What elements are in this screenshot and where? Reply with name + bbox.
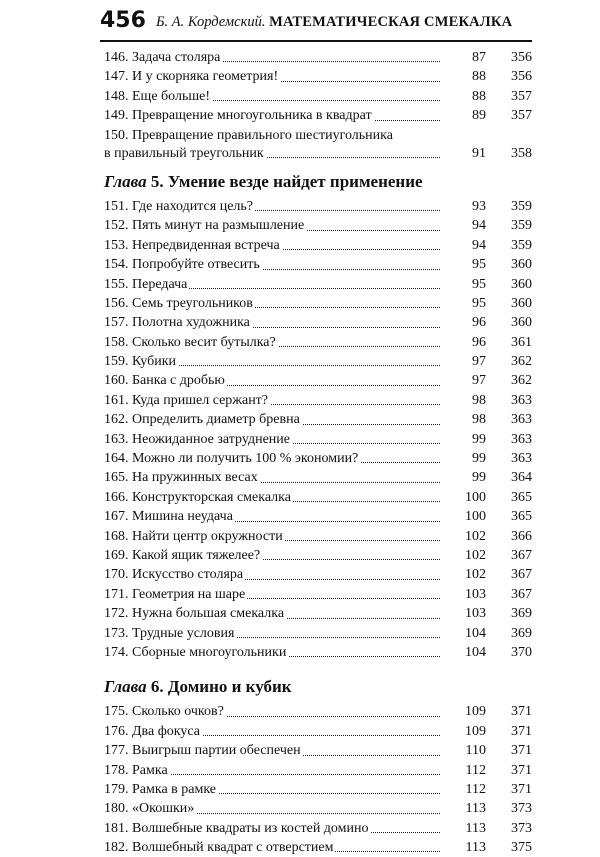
answer-page-ref: 367 bbox=[511, 586, 532, 602]
page-ref: 109 bbox=[442, 722, 486, 741]
answer-page-ref: 363 bbox=[511, 412, 532, 428]
page-ref: 99 bbox=[442, 430, 486, 449]
answer-page-ref: 357 bbox=[511, 108, 532, 124]
toc-entry bbox=[104, 87, 532, 106]
toc-entry-title: 173. Трудные условия bbox=[104, 624, 236, 643]
answer-page-ref: 371 bbox=[511, 743, 532, 759]
toc-entry-title: 176. Два фокуса bbox=[104, 722, 202, 741]
toc-entry-title: 156. Семь треугольников bbox=[104, 294, 255, 313]
page-ref: 94 bbox=[442, 216, 486, 235]
answer-page-ref: 373 bbox=[511, 820, 532, 836]
answer-page-ref: 365 bbox=[511, 489, 532, 505]
toc-entry-title: 170. Искусство столяра bbox=[104, 565, 245, 584]
answer-page-ref: 361 bbox=[511, 334, 532, 350]
page-ref: 103 bbox=[442, 585, 486, 604]
toc-entry bbox=[104, 838, 532, 857]
page-ref: 113 bbox=[442, 838, 486, 857]
page-ref: 96 bbox=[442, 333, 486, 352]
page-ref: 94 bbox=[442, 236, 486, 255]
page-ref: 102 bbox=[442, 546, 486, 565]
page-ref: 113 bbox=[442, 799, 486, 818]
toc-entry-title: 166. Конструкторская смекалка bbox=[104, 488, 293, 507]
answer-page-ref: 375 bbox=[511, 840, 532, 856]
page-ref: 91 bbox=[442, 144, 486, 163]
answer-page-ref: 360 bbox=[511, 257, 532, 273]
toc-entry-title: 172. Нужна большая смекалка bbox=[104, 604, 286, 623]
page-ref: 112 bbox=[442, 780, 486, 799]
toc-entry-title: 147. И у скорняка геометрия! bbox=[104, 67, 280, 86]
toc-entry-title: 157. Полотна художника bbox=[104, 313, 252, 332]
page-ref: 87 bbox=[442, 48, 486, 67]
toc-entry-title: 155. Передача bbox=[104, 275, 189, 294]
answer-page-ref: 360 bbox=[511, 295, 532, 311]
toc-block-chapter4 bbox=[104, 48, 532, 126]
toc-entry-title: 178. Рамка bbox=[104, 761, 170, 780]
page-ref: 102 bbox=[442, 527, 486, 546]
author-name: Б. А. Кордемский. bbox=[156, 14, 266, 30]
answer-page-ref: 356 bbox=[511, 69, 532, 85]
answer-page-ref: 369 bbox=[511, 625, 532, 641]
toc-entry bbox=[104, 761, 532, 780]
toc-entry bbox=[104, 741, 532, 760]
toc-entry bbox=[104, 410, 532, 429]
toc-entry-title: 152. Пять минут на размышление bbox=[104, 216, 306, 235]
page-ref: 98 bbox=[442, 410, 486, 429]
toc-entry-title: 151. Где находится цель? bbox=[104, 197, 255, 216]
toc-block-chapter6 bbox=[104, 702, 532, 857]
toc-entry bbox=[104, 702, 532, 721]
page-ref: 104 bbox=[442, 643, 486, 662]
answer-page-ref: 362 bbox=[511, 373, 532, 389]
page-ref: 100 bbox=[442, 507, 486, 526]
page-ref: 98 bbox=[442, 391, 486, 410]
toc-entry bbox=[104, 488, 532, 507]
toc-entry bbox=[104, 197, 532, 216]
answer-page-ref: 371 bbox=[511, 762, 532, 778]
answer-page-ref: 367 bbox=[511, 547, 532, 563]
page-ref: 97 bbox=[442, 371, 486, 390]
toc-entry-title: 154. Попробуйте отвесить bbox=[104, 255, 262, 274]
page-ref: 104 bbox=[442, 624, 486, 643]
chapter-6-heading: Глава 6. Домино и кубик bbox=[104, 677, 292, 697]
toc-entry-title: 168. Найти центр окружности bbox=[104, 527, 285, 546]
toc-entry bbox=[104, 449, 532, 468]
toc-entry bbox=[104, 624, 532, 643]
toc-entry-title: 179. Рамка в рамке bbox=[104, 780, 218, 799]
answer-page-ref: 363 bbox=[511, 431, 532, 447]
toc-entry bbox=[104, 604, 532, 623]
page-ref: 99 bbox=[442, 468, 486, 487]
toc-entry bbox=[104, 371, 532, 390]
page-ref: 112 bbox=[442, 761, 486, 780]
answer-page-ref: 359 bbox=[511, 198, 532, 214]
page-ref: 113 bbox=[442, 819, 486, 838]
answer-page-ref: 366 bbox=[511, 528, 532, 544]
answer-page-ref: 360 bbox=[511, 276, 532, 292]
page-ref: 88 bbox=[442, 67, 486, 86]
answer-page-ref: 359 bbox=[511, 237, 532, 253]
page-ref: 103 bbox=[442, 604, 486, 623]
answer-page-ref: 359 bbox=[511, 218, 532, 234]
answer-page-ref: 369 bbox=[511, 606, 532, 622]
table-of-contents bbox=[104, 48, 532, 857]
page-ref: 93 bbox=[442, 197, 486, 216]
toc-entry bbox=[104, 67, 532, 86]
answer-page-ref: 373 bbox=[511, 801, 532, 817]
page-ref: 100 bbox=[442, 488, 486, 507]
page-ref: 99 bbox=[442, 449, 486, 468]
toc-entry bbox=[104, 106, 532, 125]
toc-block-chapter5 bbox=[104, 197, 532, 662]
toc-entry-title: 177. Выигрыш партии обеспечен bbox=[104, 741, 303, 760]
page-ref: 102 bbox=[442, 565, 486, 584]
page-ref: 110 bbox=[442, 741, 486, 760]
page-ref: 97 bbox=[442, 352, 486, 371]
page-number: 456 bbox=[100, 8, 146, 33]
toc-entry-title: 148. Еще больше! bbox=[104, 87, 212, 106]
toc-entry bbox=[104, 819, 532, 838]
toc-entry-title: 153. Непредвиденная встреча bbox=[104, 236, 282, 255]
toc-entry-title: 146. Задача столяра bbox=[104, 48, 222, 67]
page-ref: 89 bbox=[442, 106, 486, 125]
toc-entry-title: 169. Какой ящик тяжелее? bbox=[104, 546, 262, 565]
toc-entry bbox=[104, 468, 532, 487]
answer-page-ref: 371 bbox=[511, 781, 532, 797]
answer-page-ref: 364 bbox=[511, 470, 532, 486]
toc-entry-title: 174. Сборные многоугольники bbox=[104, 643, 288, 662]
toc-entry-150-line1: 150. Превращение правильного шестиугольника bbox=[104, 126, 532, 144]
toc-entry bbox=[104, 275, 532, 294]
answer-page-ref: 360 bbox=[511, 315, 532, 331]
running-head bbox=[156, 14, 512, 31]
toc-entry-title: 160. Банка с дробью bbox=[104, 371, 227, 390]
toc-entry bbox=[104, 565, 532, 584]
toc-entry bbox=[104, 333, 532, 352]
toc-entry-title: 182. Волшебный квадрат с отверстием bbox=[104, 838, 335, 857]
toc-entry-title: 162. Определить диаметр бревна bbox=[104, 410, 302, 429]
toc-entry bbox=[104, 352, 532, 371]
answer-page-ref: 356 bbox=[511, 50, 532, 65]
toc-entry bbox=[104, 391, 532, 410]
toc-entry bbox=[104, 643, 532, 662]
toc-entry-title: 167. Мишина неудача bbox=[104, 507, 235, 526]
page-header bbox=[100, 10, 532, 42]
answer-page-ref: 362 bbox=[511, 354, 532, 370]
toc-entry bbox=[104, 722, 532, 741]
toc-entry bbox=[104, 294, 532, 313]
toc-entry bbox=[104, 799, 532, 818]
toc-entry bbox=[104, 48, 532, 67]
answer-page-ref: 358 bbox=[511, 145, 532, 161]
toc-entry-title: 163. Неожиданное затруднение bbox=[104, 430, 292, 449]
toc-entry-title: 158. Сколько весит бутылка? bbox=[104, 333, 278, 352]
toc-entry-title: 161. Куда пришел сержант? bbox=[104, 391, 270, 410]
toc-entry bbox=[104, 585, 532, 604]
toc-entry-title: 164. Можно ли получить 100 % экономии? bbox=[104, 449, 360, 468]
answer-page-ref: 363 bbox=[511, 392, 532, 408]
page-ref: 109 bbox=[442, 702, 486, 721]
toc-entry bbox=[104, 507, 532, 526]
toc-entry-title: 171. Геометрия на шаре bbox=[104, 585, 247, 604]
book-title: МАТЕМАТИЧЕСКАЯ СМЕКАЛКА bbox=[269, 14, 513, 30]
answer-page-ref: 370 bbox=[511, 644, 532, 660]
page-ref: 96 bbox=[442, 313, 486, 332]
toc-entry bbox=[104, 236, 532, 255]
chapter-5-heading: Глава 5. Умение везде найдет применение bbox=[104, 171, 423, 191]
toc-entry bbox=[104, 255, 532, 274]
page-ref: 88 bbox=[442, 87, 486, 106]
toc-entry-title: 181. Волшебные квадраты из костей домино bbox=[104, 819, 371, 838]
answer-page-ref: 357 bbox=[511, 88, 532, 104]
toc-entry-title: 159. Кубики bbox=[104, 352, 178, 371]
toc-entry-title: 165. На пружинных весах bbox=[104, 468, 260, 487]
page-ref: 95 bbox=[442, 255, 486, 274]
toc-entry bbox=[104, 546, 532, 565]
page-ref: 95 bbox=[442, 294, 486, 313]
answer-page-ref: 367 bbox=[511, 567, 532, 583]
toc-entry bbox=[104, 313, 532, 332]
toc-entry-title: 175. Сколько очков? bbox=[104, 702, 226, 721]
toc-entry bbox=[104, 527, 532, 546]
toc-entry bbox=[104, 780, 532, 799]
answer-page-ref: 363 bbox=[511, 451, 532, 467]
toc-entry bbox=[104, 430, 532, 449]
answer-page-ref: 371 bbox=[511, 723, 532, 739]
toc-entry-title: 149. Превращение многоугольника в квадрат bbox=[104, 106, 374, 125]
toc-entry bbox=[104, 216, 532, 235]
toc-entry-150-line2: в правильный треугольник 91 358 bbox=[104, 144, 532, 163]
answer-page-ref: 371 bbox=[511, 704, 532, 720]
toc-entry-title: 180. «Окошки» bbox=[104, 799, 196, 818]
page-ref: 95 bbox=[442, 275, 486, 294]
answer-page-ref: 365 bbox=[511, 509, 532, 525]
